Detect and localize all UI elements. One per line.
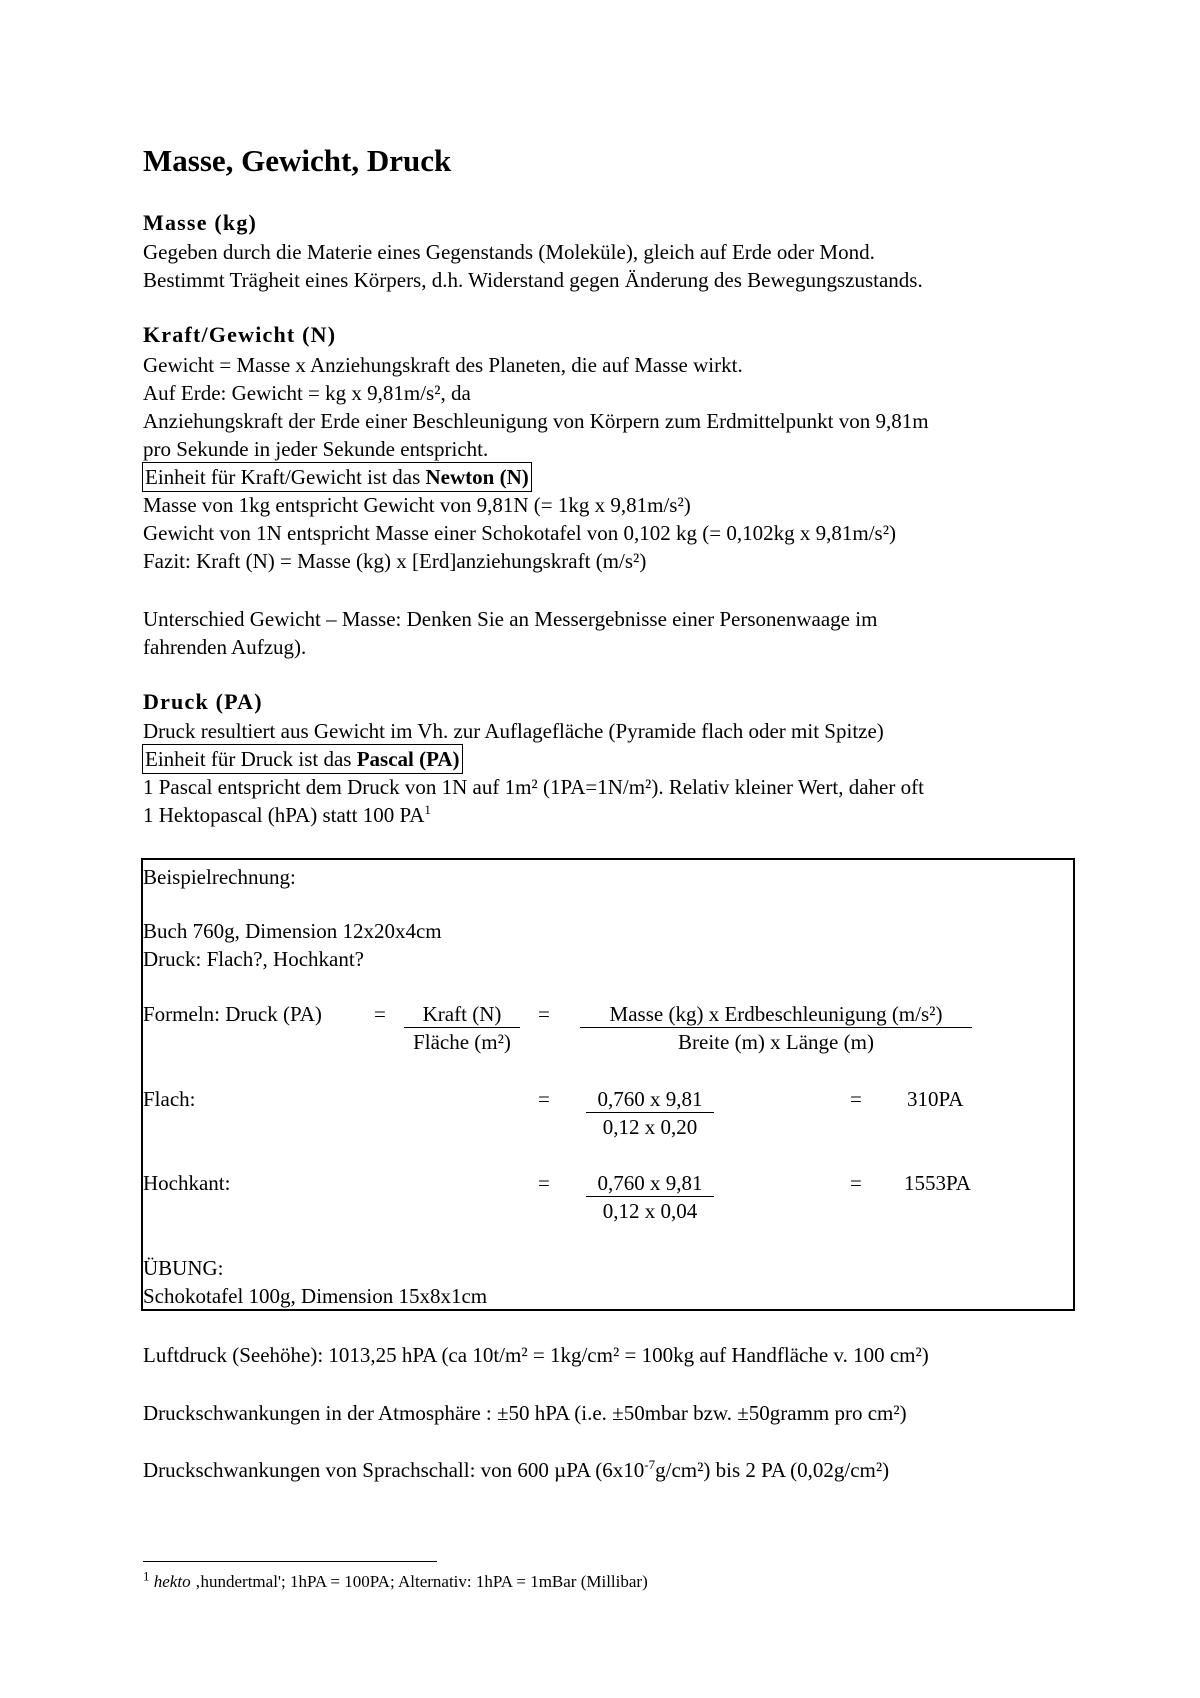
- schwankungen-sprachschall-line: [143, 1456, 889, 1484]
- flach-result: 310PA: [907, 1087, 964, 1111]
- section-heading-kraft: Kraft/Gewicht (N): [143, 322, 337, 347]
- sprachschall-exponent: -7: [644, 1457, 656, 1472]
- example-label: Beispielrechnung:: [143, 865, 296, 889]
- druck-line-1: Druck resultiert aus Gewicht im Vh. zur Auflagefläche (Pyramide flach oder mit Spitze): [143, 719, 884, 743]
- uebung-text: Schokotafel 100g, Dimension 15x8x1cm: [143, 1284, 488, 1308]
- example-question: Druck: Flach?, Hochkant?: [143, 947, 365, 971]
- unterschied-line-1: Unterschied Gewicht – Masse: Denken Sie an Messergebnisse einer Personenwaage im: [143, 607, 878, 631]
- formula-label: Formeln: Druck (PA): [143, 1002, 322, 1026]
- schwankungen-atmosphaere-line: Druckschwankungen in der Atmosphäre : ±50 hPA (i.e. ±50mbar bzw. ±50gramm pro cm²): [143, 1401, 907, 1425]
- sprachschall-text-a: Druckschwankungen von Sprachschall: von 600 µPA (6x10: [143, 1458, 645, 1482]
- hochkant-numerator: 0,760 x 9,81: [597, 1171, 703, 1195]
- footnote-italic: hekto: [153, 1572, 191, 1591]
- formula-equals-2: =: [538, 1002, 550, 1026]
- druck-line-3: 1 Pascal entspricht dem Druck von 1N auf 1m² (1PA=1N/m²). Relativ kleiner Wert, daher oft: [143, 775, 924, 799]
- footnote-text: ‚hundertmal'; 1hPA = 100PA; Alternativ: 1hPA = 1mBar (Millibar): [190, 1572, 648, 1591]
- flach-label: Flach:: [143, 1087, 196, 1111]
- kraft-line-1: Gewicht = Masse x Anziehungskraft des Planeten, die auf Masse wirkt.: [143, 353, 743, 377]
- pascal-unit-bold: Pascal (PA): [356, 747, 460, 771]
- flach-denominator: 0,12 x 0,20: [602, 1115, 698, 1139]
- kraft-line-6: Masse von 1kg entspricht Gewicht von 9,81N (= 1kg x 9,81m/s²): [143, 493, 691, 517]
- druck-line-4-text: 1 Hektopascal (hPA) statt 100 PA: [143, 803, 425, 827]
- section-heading-masse: Masse (kg): [143, 210, 258, 235]
- hochkant-result-equals: =: [850, 1171, 862, 1195]
- newton-unit-box: [142, 462, 532, 492]
- flach-numerator: 0,760 x 9,81: [597, 1087, 703, 1111]
- example-book: Buch 760g, Dimension 12x20x4cm: [143, 919, 442, 943]
- section-heading-druck: Druck (PA): [143, 689, 263, 714]
- flach-equals: =: [538, 1087, 550, 1111]
- hochkant-equals: =: [538, 1171, 550, 1195]
- kraft-line-8: Fazit: Kraft (N) = Masse (kg) x [Erd]anziehungskraft (m/s²): [143, 549, 647, 573]
- formula-equals-1: =: [374, 1002, 386, 1026]
- hochkant-denominator: 0,12 x 0,04: [602, 1199, 698, 1223]
- masse-line-1: Gegeben durch die Materie eines Gegenstands (Moleküle), gleich auf Erde oder Mond.: [143, 240, 875, 264]
- masse-line-2: Bestimmt Trägheit eines Körpers, d.h. Widerstand gegen Änderung des Bewegungszustands.: [143, 268, 923, 292]
- druck-line-4: [143, 801, 431, 829]
- flach-result-equals: =: [850, 1087, 862, 1111]
- kraft-line-7: Gewicht von 1N entspricht Masse einer Schokotafel von 0,102 kg (= 0,102kg x 9,81m/s²): [143, 521, 897, 545]
- newton-unit-text: Einheit für Kraft/Gewicht ist das: [145, 465, 426, 489]
- kraft-line-2: Auf Erde: Gewicht = kg x 9,81m/s², da: [143, 381, 471, 405]
- formula-flaeche-denominator: Fläche (m²): [413, 1030, 511, 1054]
- formula-masse-numerator: Masse (kg) x Erdbeschleunigung (m/s²): [609, 1002, 943, 1026]
- kraft-line-3: Anziehungskraft der Erde einer Beschleunigung von Körpern zum Erdmittelpunkt von 9,81m: [143, 409, 929, 433]
- uebung-label: ÜBUNG:: [143, 1256, 224, 1280]
- pascal-unit-text: Einheit für Druck ist das: [145, 747, 357, 771]
- newton-unit-bold: Newton (N): [425, 465, 529, 489]
- hochkant-label: Hochkant:: [143, 1171, 231, 1195]
- luftdruck-line: Luftdruck (Seehöhe): 1013,25 hPA (ca 10t/m² = 1kg/cm² = 100kg auf Handfläche v. 100 cm²): [143, 1343, 929, 1367]
- kraft-line-4: pro Sekunde in jeder Sekunde entspricht.: [143, 437, 489, 461]
- formula-breite-denominator: Breite (m) x Länge (m): [678, 1030, 874, 1054]
- footnote: [143, 1568, 648, 1592]
- unterschied-line-2: fahrenden Aufzug).: [143, 635, 307, 659]
- footnote-separator: [143, 1561, 437, 1562]
- hochkant-result: 1553PA: [904, 1171, 971, 1195]
- page-title: Masse, Gewicht, Druck: [143, 143, 452, 178]
- sprachschall-text-b: g/cm²) bis 2 PA (0,02g/cm²): [655, 1458, 890, 1482]
- pascal-unit-box: [142, 744, 463, 774]
- footnote-reference[interactable]: 1: [424, 802, 431, 817]
- footnote-mark: 1: [143, 1568, 150, 1584]
- formula-kraft-numerator: Kraft (N): [422, 1002, 502, 1026]
